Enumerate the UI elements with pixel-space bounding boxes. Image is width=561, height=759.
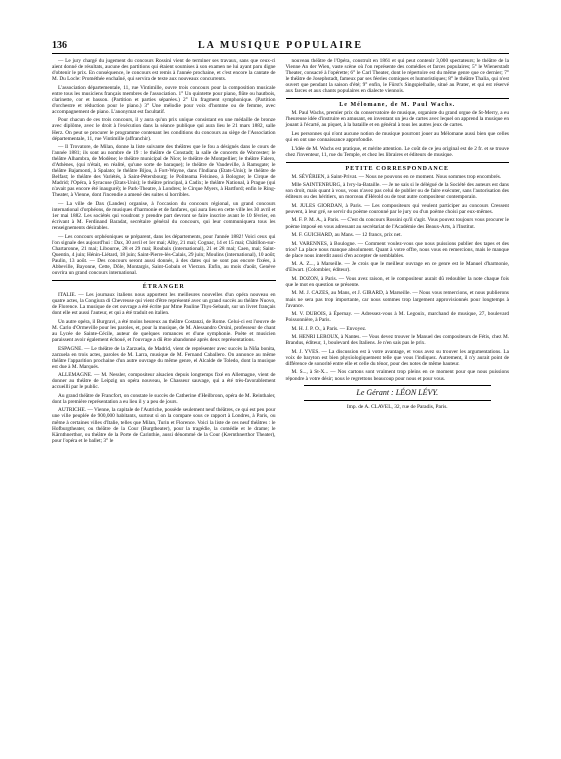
correspondence-item: M. DOZON, à Paris. — Vous avez raison, et le compositeur aurait dû redoubler la note chaque fois que le mot en question se présente. bbox=[285, 275, 509, 288]
correspondence-item: M. VARENNES, à Boulogne. — Comment voulez-vous que nous puissions publier des tapes et des trios? La place nous manque absolument. Quant à votre offre, nous vous en remercions, mais le manque de place nous interdit aussi d'en accepter de semblables. bbox=[285, 240, 509, 259]
paragraph: — Il Trovatore, de Milan, donne la liste suivante des théâtres que le fou a désignés dans le cours de l'année 1881; ils sont au nombre de 19 : le théâtre de Constadt; la salle de concerts de Worcester; le théâtre Alhambra, de Modène; le théâtre municipal de Nice; le théâtre de Montpellier; le théâtre Falero, d'Athènes, (qui n'était, en réalité, qu'une sorte de baraque); le théâtre de Vaudeville, à Ramsgate; le théâtre Bajamonti, à Spalato; le théâtre Bijou, à Fort-Wayne, dans l'Indiana (Etats-Unis); le théâtre de Belfast; le théâtre des Variétés, à Saint-Pétersbourg; le Politeama Felsineo, à Bologne; le Cirque de Madrid; l'Opéra, à Syracuse (Etats-Unis); le théâtre principal, à Cadix; le théâtre National, à Prague (qui n'avait pas encore été inauguré); le Park-Theatre, à Londres; le Cirque Myers, à Hartford; enfin le Ring-Theater, à Vienne, dont l'incendie a amené des suites si horribles. bbox=[52, 144, 276, 199]
page-header bbox=[52, 40, 509, 54]
divider bbox=[304, 385, 492, 386]
paragraph: — Le jury chargé du jugement du concours Rossini vient de terminer ses travaux, sans que ceux-ci aient donné de résultats, aucune des partitions qui étaient soumises à son examen ne lui ayant paru digne d'obtenir le prix. En conséquence, le concours est remis à l'année prochaine, et c'est encore la cantate de M. Du Locle: Prométhée enchaîné, qui servira de texte aux nouveaux concurrents. bbox=[52, 58, 276, 83]
correspondence-item: M. V. DUBOIS, à Épernay. — Adressez-vous à M. Legouix, marchand de musique, 27, boulevard Poissonnière, à Paris. bbox=[285, 311, 509, 324]
gerant-signature: Le Gérant : LÉON LÉVY. bbox=[356, 387, 439, 397]
correspondence-item: M. H. J. P. O., à Paris. — Envoyez. bbox=[291, 325, 367, 332]
correspondence-item: M. HENRI LEROUX, à Nantes. — Vous devez trouver le Manuel des compositeurs de Fétis, chez M. Brandus, éditeur, 1, boulevard des Italiens. Je n'en sais pas le prix. bbox=[285, 334, 509, 347]
divider bbox=[304, 400, 492, 401]
page-number: 136 bbox=[52, 40, 67, 51]
paragraph: L'association départementale, 11, rue Vintimille, ouvre trois concours pour la composition musicale entre tous les musiciens français membres de l'association. 1° Un quintette pour piano, flûte ou hautbois, clarinette, cor et basson. (Partition et parties séparées.) 2° Un fragment symphonique. (Partition d'orchestre et réduction pour le piano.) 3° Une mélodie pour voix d'homme ou de femme, avec accompagnement de piano. L'anonymat est facultatif. bbox=[52, 84, 276, 115]
paragraph: nouveau théâtre de l'Opéra, construit en 1861 et qui peut contenir 3,000 spectateurs; le théâtre de la Vienne An der Wien, vaste scène où l'on représente des comédies et farces populaires; 5° le Wienerstadt Theater, consacré à l'opérette; 6° le Carl Theater, dont le répertoire est du même genre que ce dernier; 7° le théâtre de Josephstadt, fameux par ses féeries comiques et humoristiques; 8° le théâtre Thalia, qui n'est ouvert que pendant la saison d'été; 9° enfin, le Fürst's Singspielhalle, situé au Prater, et qui est réservé aux farces et aux chants populaires en dialecte viennois. bbox=[285, 58, 509, 95]
section-heading-correspondance: PETITE CORRESPONDANCE bbox=[286, 162, 510, 172]
section-heading-etranger: ÉTRANGER bbox=[52, 280, 276, 290]
paragraph: AUTRICHE. — Vienne, la capitale de l'Autriche, possède seulement neuf théâtres, ce qui est peu pour une ville peuplée de 900,000 habitants, surtout si on la compare sous ce rapport à Londres, à Paris, ou même à certaines villes d'Italie, telles que Milan, Turin et Florence. Voici la liste de ces neuf théâtres : le Hofburgtheater, ou théâtre de la Cour (Burgtheater), pour la tragédie, la comédie et le drame; le Kärnthnerthor, ou théâtre de la Porte de Carinthie, aussi dénommé de la Cour (Kærnthnerthor Theater), pour l'opéra et le ballet; 3° le bbox=[52, 407, 276, 444]
paragraph: — Les concours orphéoniques se préparent, dans les départements, pour l'année 1882! Voici ceux qui l'on signale des aujourd'hui : Dax, 30 avril et 1er mai; Alby, 21 mai; Cognac, 14 et 15 mai; Châtillon-sur-Chartaronne, 21 mai; Libourne, 28 et 29 mai; Roubaix (international), 21 et 28 mai; Caen, mai; Saint-Quentin, 4 juin; Hénin-Liétard, 18 juin; Saint-Pierre-lès-Calais, 29 juin; Moulins (international), 10 août; Paulin, 13 août. — Des concours seront aussi donnés, à des dates qui ne sont pas encore fixées, à Abbeville, Bayonne, Cette, Dôle, Montargis, Saint-Gobain et Vierzon. Enfin, au mois d'août, Genève ouvrira un grand concours international. bbox=[52, 233, 276, 277]
journal-title: LA MUSIQUE POPULAIRE bbox=[197, 40, 363, 51]
columns bbox=[52, 58, 509, 446]
paragraph: — La ville de Dax (Landes) organise, à l'occasion du concours régional, un grand concours international d'orphéons, de musiques d'harmonie et de fanfares, qui aura lieu en cette ville les 30 avril et 1er mai 1882. Les sociétés qui voudront y prendre part devront se faire inscrire avant le 10 février, en écrivant à M. Ferdinand Baradat, secrétaire général du concours, qui leur communiquera tous les renseignements désirables. bbox=[52, 201, 276, 232]
correspondence-item: Mlle SAINTENBURG, à Ivry-la-Bataille. — Je ne sais si le délégué de la Société des auteurs est dans son droit, mais quant à vous, vous n'avez pas celui de publier ou de faire exécuter, sans l'autorisation des éditeurs ou des héritiers, un morceau d'Hérold ou de tout autre compositeur contemporain. bbox=[285, 182, 509, 201]
correspondence-item: M. A. Z..., à Marseille. — Je crois que le meilleur ouvrage en ce genre est le Manuel d'harmonie, d'Elwart. (Colombier, éditeur). bbox=[285, 261, 509, 274]
imprint: Imp. de A. CLAVEL, 32, rue de Paradis, Paris. bbox=[346, 403, 448, 410]
correspondence-item: M. SÉVÉRIEN, à Saint-Privat. — Nous ne pouvons en ce moment. Nous sommes trop encombrés. bbox=[291, 173, 502, 180]
correspondence-item: M. JULES GIORDAN, à Paris. — Les compositeurs qui veulent participer au concours Cressent peuvent, à leur gré, se servir du poème couronné par le jury ou d'un poème choisi par eux-mêmes. bbox=[285, 202, 509, 215]
paragraph: ESPAGNE. — Le théâtre de la Zarzuela, de Madrid, vient de représenter avec succès la Niña bonita, zarzuela en trois actes, paroles de M. Larra, musique de M. Fernand Caballero. On annonce au même théâtre l'apparition prochaine d'un autre ouvrage du même genre, el Alcalde de Toledo, dont la musique est due à M. Marqués. bbox=[52, 345, 276, 370]
correspondence-item: M. J. YVES. — La discussion est à votre avantage, et vous avez su trouver les argumentations. La voix de baryton est bien physiologiquement telle que vous l'indiquez. Autrement, il n'y aurait point de différence de sonorité entre elle et celle du ténor, pour des notes de même hauteur. bbox=[285, 348, 509, 367]
paragraph: ALLEMAGNE. — M. Nessler, compositeur alsacien depuis longtemps fixé en Allemagne, vient de donner au théâtre de Leipzig un opéra nouveau, le Chasseur sauvage, qui a été très-favorablement accueilli par le public. bbox=[52, 372, 276, 391]
correspondence-item: M. F. P. M. A., à Paris. — C'est du concours Rossini qu'il s'agit. Vous pouvez toujours vous procurer le poème imposé en vous adressant au secrétariat de l'Académie des Beaux-Arts, à l'Institut. bbox=[285, 217, 509, 230]
correspondence-item: M. M. J. CAZES, au Mans, et J. GIRARD, à Marseille. — Nous vous remercions, et nous publierons mais ne sera pas trop importante, car nous sommes trop largement approvisionnés pour longtemps à l'avance. bbox=[285, 290, 509, 309]
correspondence-item: M. S..., à St-X... — Nos cartons sont vraiment trop pleins en ce moment pour que nous puissions répondre à votre désir; nous le regrettons beaucoup pour nous et pour vous. bbox=[285, 369, 509, 382]
paragraph: Les personnes qui n'ont aucune notion de musique pourront jouer au Mélomane aussi bien que celles qui en ont une connaissance approfondie. bbox=[285, 130, 509, 144]
paragraph: M. Paul Wachs, premier prix du conservatoire de musique, organiste du grand orgue de St-Merry, a eu l'heureuse idée d'instruire en amusant, en inventant un jeu de cartes avec lequel on apprend la musique en jouant à l'écarté, au piquet, à la bataille et en général à tous les autres jeux de cartes. bbox=[285, 110, 509, 129]
right-column bbox=[286, 58, 510, 446]
paragraph: Un autre opéra, il Burgravi, a été moins heureux au théâtre Costanzi, de Rome. Celui-ci est l'œuvre de M. Carlo d'Ormeville pour les paroles, et, pour la musique, de M. Alessandro Orsini, professeur de chant au Lycée de Sainte-Cécile, auteur de quelques romances et d'une symphonie. Poète et musicien paraissent avoir également échoué, et l'ouvrage a dû être abandonné après deux représentations. bbox=[52, 318, 276, 343]
left-column bbox=[52, 58, 276, 446]
paragraph: Au grand théâtre de Francfort, on constate le succès de Catherine d'Heilbronn, opéra de M. Reinthaler, dont la première représentation a eu lieu il y a peu de jours. bbox=[52, 392, 276, 405]
paragraph: Pour chacun de ces trois concours, il y aura qu'un prix unique consistant en une médaille de bronze avec diplôme, avec le droit à l'exécution dans la séance publique qui aura lieu le 21 mars 1882, salle Herz. On peut se procurer le programme contenant les conditions du concours au siège de l'Association départementale, 11, rue Vintimille (affranchir). bbox=[52, 117, 276, 142]
correspondence-item: M. F. GUICHARD, au Mans. — 12 francs, prix net. bbox=[291, 232, 402, 239]
section-heading-melomane: Le Mélomane, de M. Paul Wachs. bbox=[286, 98, 510, 108]
paragraph: L'idée de M. Wachs est pratique, et mérite attention. Le coût de ce jeu original est de 2 fr. et se trouve chez l'inventeur, 11, rue du Temple, et chez les libraires et éditeurs de musique. bbox=[285, 145, 509, 158]
paragraph: ITALIE. — Les journaux italiens nous apportent les meilleures nouvelles d'un opéra nouveau en quatre actes, la Congiura di Chevreuse qui vient d'être représenté avec un grand succès au théâtre Nuovo, de Florence. La musique de cet ouvrage a été écrite par Mme Pauline Thys-Sebault, sur un livret français dont elle est aussi l'auteur, et qui a été traduit en italien. bbox=[52, 292, 276, 317]
